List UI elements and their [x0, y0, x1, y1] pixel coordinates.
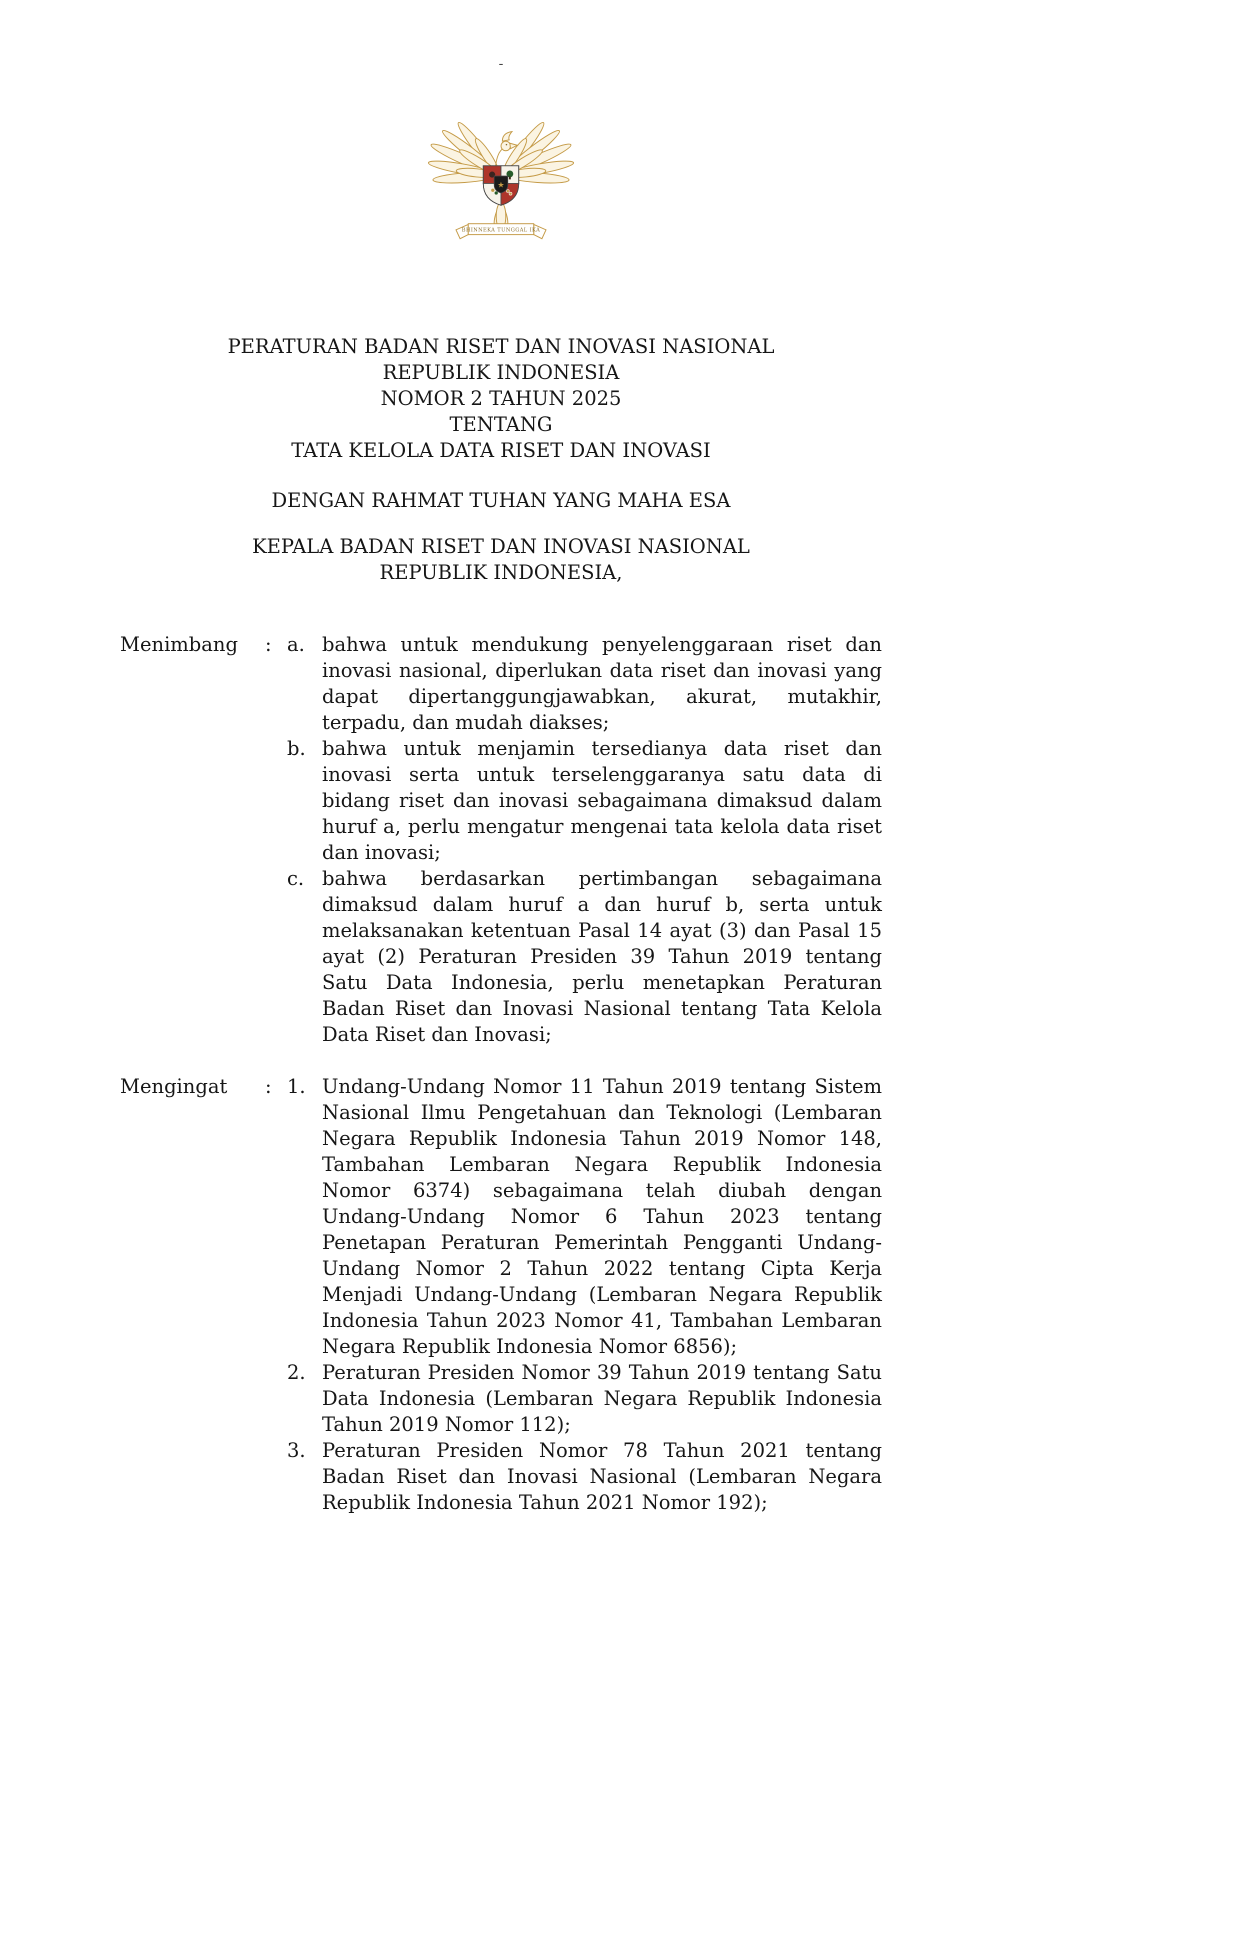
menimbang-items — [287, 632, 882, 1048]
item-marker: 1. — [287, 1075, 306, 1098]
section-colon: : — [265, 1075, 272, 1098]
title-line-3: NOMOR 2 TAHUN 2025 — [380, 387, 622, 410]
title-line-4: TENTANG — [449, 413, 553, 436]
mengingat-items — [287, 1074, 882, 1516]
title-line-5: TATA KELOLA DATA RISET DAN INOVASI — [291, 439, 711, 462]
item-marker: a. — [287, 633, 305, 656]
page-artifact-mark: - — [498, 56, 504, 72]
item-text: Peraturan Presiden Nomor 78 Tahun 2021 tentang Badan Riset dan Inovasi Nasional (Lembaran Negara Republik Indonesia Tahun 2021 Nomor 192); — [322, 1439, 882, 1514]
section-label-menimbang: Menimbang — [120, 633, 238, 656]
title-line-2: REPUBLIK INDONESIA — [382, 361, 620, 384]
section-mengingat — [120, 1074, 882, 1516]
authority-block — [120, 534, 882, 586]
item-text: bahwa untuk mendukung penyelenggaraan riset dan inovasi nasional, diperlukan data riset dan inovasi yang dapat dipertanggungjawabkan, akurat, mutakhir, terpadu, dan mudah diakses; — [322, 633, 882, 734]
legal-basis-item — [287, 1360, 882, 1438]
grace-line: DENGAN RAHMAT TUHAN YANG MAHA ESA — [271, 489, 731, 512]
regulation-title-block — [120, 334, 882, 464]
consideration-item — [287, 736, 882, 866]
item-text: bahwa berdasarkan pertimbangan sebagaimana dimaksud dalam huruf a dan huruf b, serta untuk melaksanakan ketentuan Pasal 14 ayat (3) dan Pasal 15 ayat (2) Peraturan Presiden 39 Tahun 2019 tentang Satu Data Indonesia, perlu menetapkan Peraturan Badan Riset dan Inovasi Nasional tentang Tata Kelola Data Riset dan Inovasi; — [322, 867, 882, 1046]
emblem-container — [120, 107, 882, 254]
item-text: bahwa untuk menjamin tersedianya data riset dan inovasi serta untuk terselenggaranya satu data di bidang riset dan inovasi sebagaimana dimaksud dalam huruf a, perlu mengatur mengenai tata kelola data riset dan inovasi; — [322, 737, 882, 864]
title-line-1: PERATURAN BADAN RISET DAN INOVASI NASIONAL — [227, 335, 775, 358]
section-menimbang — [120, 632, 882, 1048]
item-text: Undang-Undang Nomor 11 Tahun 2019 tentang Sistem Nasional Ilmu Pengetahuan dan Teknologi (Lembaran Negara Republik Indonesia Tahun 2019 Nomor 148, Tambahan Lembaran Negara Republik Indonesia Nomor 6374) sebagaimana telah diubah dengan Undang-Undang Nomor 6 Tahun 2023 tentang Penetapan Peraturan Pemerintah Pengganti Undang-Undang Nomor 2 Tahun 2022 tentang Cipta Kerja Menjadi Undang-Undang (Lembaran Negara Republik Indonesia Tahun 2023 Nomor 41, Tambahan Lembaran Negara Republik Indonesia Nomor 6856); — [322, 1075, 882, 1358]
emblem-ribbon-text: BHINNEKA TUNGGAL IKA — [461, 227, 541, 234]
section-colon: : — [265, 633, 272, 656]
item-text: Peraturan Presiden Nomor 39 Tahun 2019 tentang Satu Data Indonesia (Lembaran Negara Republik Indonesia Tahun 2019 Nomor 112); — [322, 1361, 882, 1436]
garuda-pancasila-emblem-icon — [426, 107, 576, 247]
document-content — [120, 55, 882, 1516]
item-marker: c. — [287, 867, 305, 890]
authority-line-1: KEPALA BADAN RISET DAN INOVASI NASIONAL — [252, 535, 750, 558]
authority-line-2: REPUBLIK INDONESIA, — [379, 561, 623, 584]
item-marker: 3. — [287, 1439, 306, 1462]
section-label-mengingat: Mengingat — [120, 1075, 228, 1098]
item-marker: 2. — [287, 1361, 306, 1384]
emblem-star-icon: ★ — [497, 179, 505, 190]
legal-basis-item — [287, 1074, 882, 1360]
consideration-item — [287, 866, 882, 1048]
preamble-sections — [120, 632, 882, 1516]
legal-basis-item — [287, 1438, 882, 1516]
item-marker: b. — [287, 737, 306, 760]
consideration-item — [287, 632, 882, 736]
